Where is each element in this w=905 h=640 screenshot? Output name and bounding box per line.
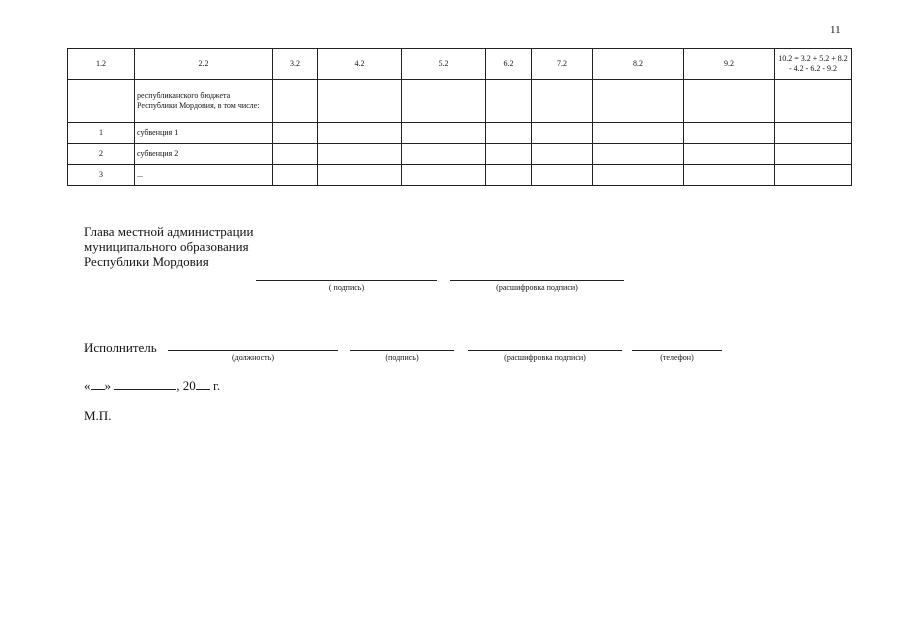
executor-signature-line [350, 350, 454, 351]
column-header: 2.2 [135, 49, 273, 80]
table-cell: ... [135, 165, 273, 186]
table-row [68, 144, 852, 165]
column-header: 7.2 [532, 49, 593, 80]
table-cell: 2 [68, 144, 135, 165]
head-title-line: Республики Мордовия [84, 254, 209, 269]
executor-phone-line [632, 350, 722, 351]
head-signature-line [256, 280, 437, 281]
table-cell [402, 123, 486, 144]
table-cell: субвенция 2 [135, 144, 273, 165]
table-cell [684, 80, 775, 123]
column-header: 1.2 [68, 49, 135, 80]
table-row [68, 123, 852, 144]
table-cell [402, 80, 486, 123]
stamp-label: М.П. [84, 408, 112, 423]
year-prefix: 20 [182, 378, 196, 393]
table-cell [532, 123, 593, 144]
column-header: 6.2 [486, 49, 532, 80]
table-cell [273, 144, 318, 165]
table-cell [318, 165, 402, 186]
table-cell [593, 123, 684, 144]
table-cell [775, 123, 852, 144]
column-header: 3.2 [273, 49, 318, 80]
table-cell: субвенция 1 [135, 123, 273, 144]
table-cell [318, 144, 402, 165]
table-cell [684, 123, 775, 144]
report-table [67, 48, 852, 186]
date-close-quote: » [104, 378, 111, 393]
table-cell [273, 123, 318, 144]
column-header: 9.2 [684, 49, 775, 80]
table-cell [593, 165, 684, 186]
table-cell [532, 144, 593, 165]
table-cell [273, 165, 318, 186]
table-row [68, 80, 852, 123]
table-cell [402, 144, 486, 165]
head-title-line: муниципального образования [84, 239, 249, 254]
table-cell [318, 123, 402, 144]
page-number: 11 [830, 24, 841, 36]
table-cell [486, 144, 532, 165]
table-cell [532, 165, 593, 186]
table-cell [684, 144, 775, 165]
table-cell: республиканского бюджета Республики Мордовия, в том числе: [135, 80, 273, 123]
table-cell [775, 165, 852, 186]
table-cell [775, 80, 852, 123]
year-suffix: г. [213, 378, 221, 393]
column-header-formula: 10.2 = 3.2 + 5.2 + 8.2 - 4.2 - 6.2 - 9.2 [775, 49, 852, 80]
year-blank [196, 378, 210, 390]
executor-decoding-line [468, 350, 622, 351]
executor-signature-caption: (подпись) [385, 353, 419, 362]
head-signature-decoding-caption: (расшифровка подписи) [496, 283, 578, 292]
table-cell: 1 [68, 123, 135, 144]
table-cell [593, 80, 684, 123]
head-signature-caption: ( подпись) [328, 283, 365, 292]
executor-decoding-caption: (расшифровка подписи) [504, 353, 586, 362]
table-cell [68, 80, 135, 123]
executor-position-caption: (должность) [232, 353, 274, 362]
table-cell [775, 144, 852, 165]
executor-phone-caption: (телефон) [660, 353, 694, 362]
head-signatory-title [84, 224, 253, 269]
table-cell [486, 165, 532, 186]
table-cell [402, 165, 486, 186]
table-header-row [68, 49, 852, 80]
head-title-line: Глава местной администрации [84, 224, 254, 239]
table-cell [486, 80, 532, 123]
table-cell [273, 80, 318, 123]
table-row [68, 165, 852, 186]
executor-label: Исполнитель [84, 340, 157, 355]
date-open-quote: « [84, 378, 91, 393]
day-blank [91, 378, 105, 390]
column-header: 8.2 [593, 49, 684, 80]
head-signature-decoding-line [450, 280, 624, 281]
table-cell [532, 80, 593, 123]
column-header: 5.2 [402, 49, 486, 80]
table-cell [593, 144, 684, 165]
executor-position-line [168, 350, 338, 351]
table-cell [318, 80, 402, 123]
column-header: 4.2 [318, 49, 402, 80]
date-line: « » , 20 г. [84, 378, 221, 393]
table-cell: 3 [68, 165, 135, 186]
month-blank [114, 378, 176, 390]
table-cell [684, 165, 775, 186]
table-cell [486, 123, 532, 144]
